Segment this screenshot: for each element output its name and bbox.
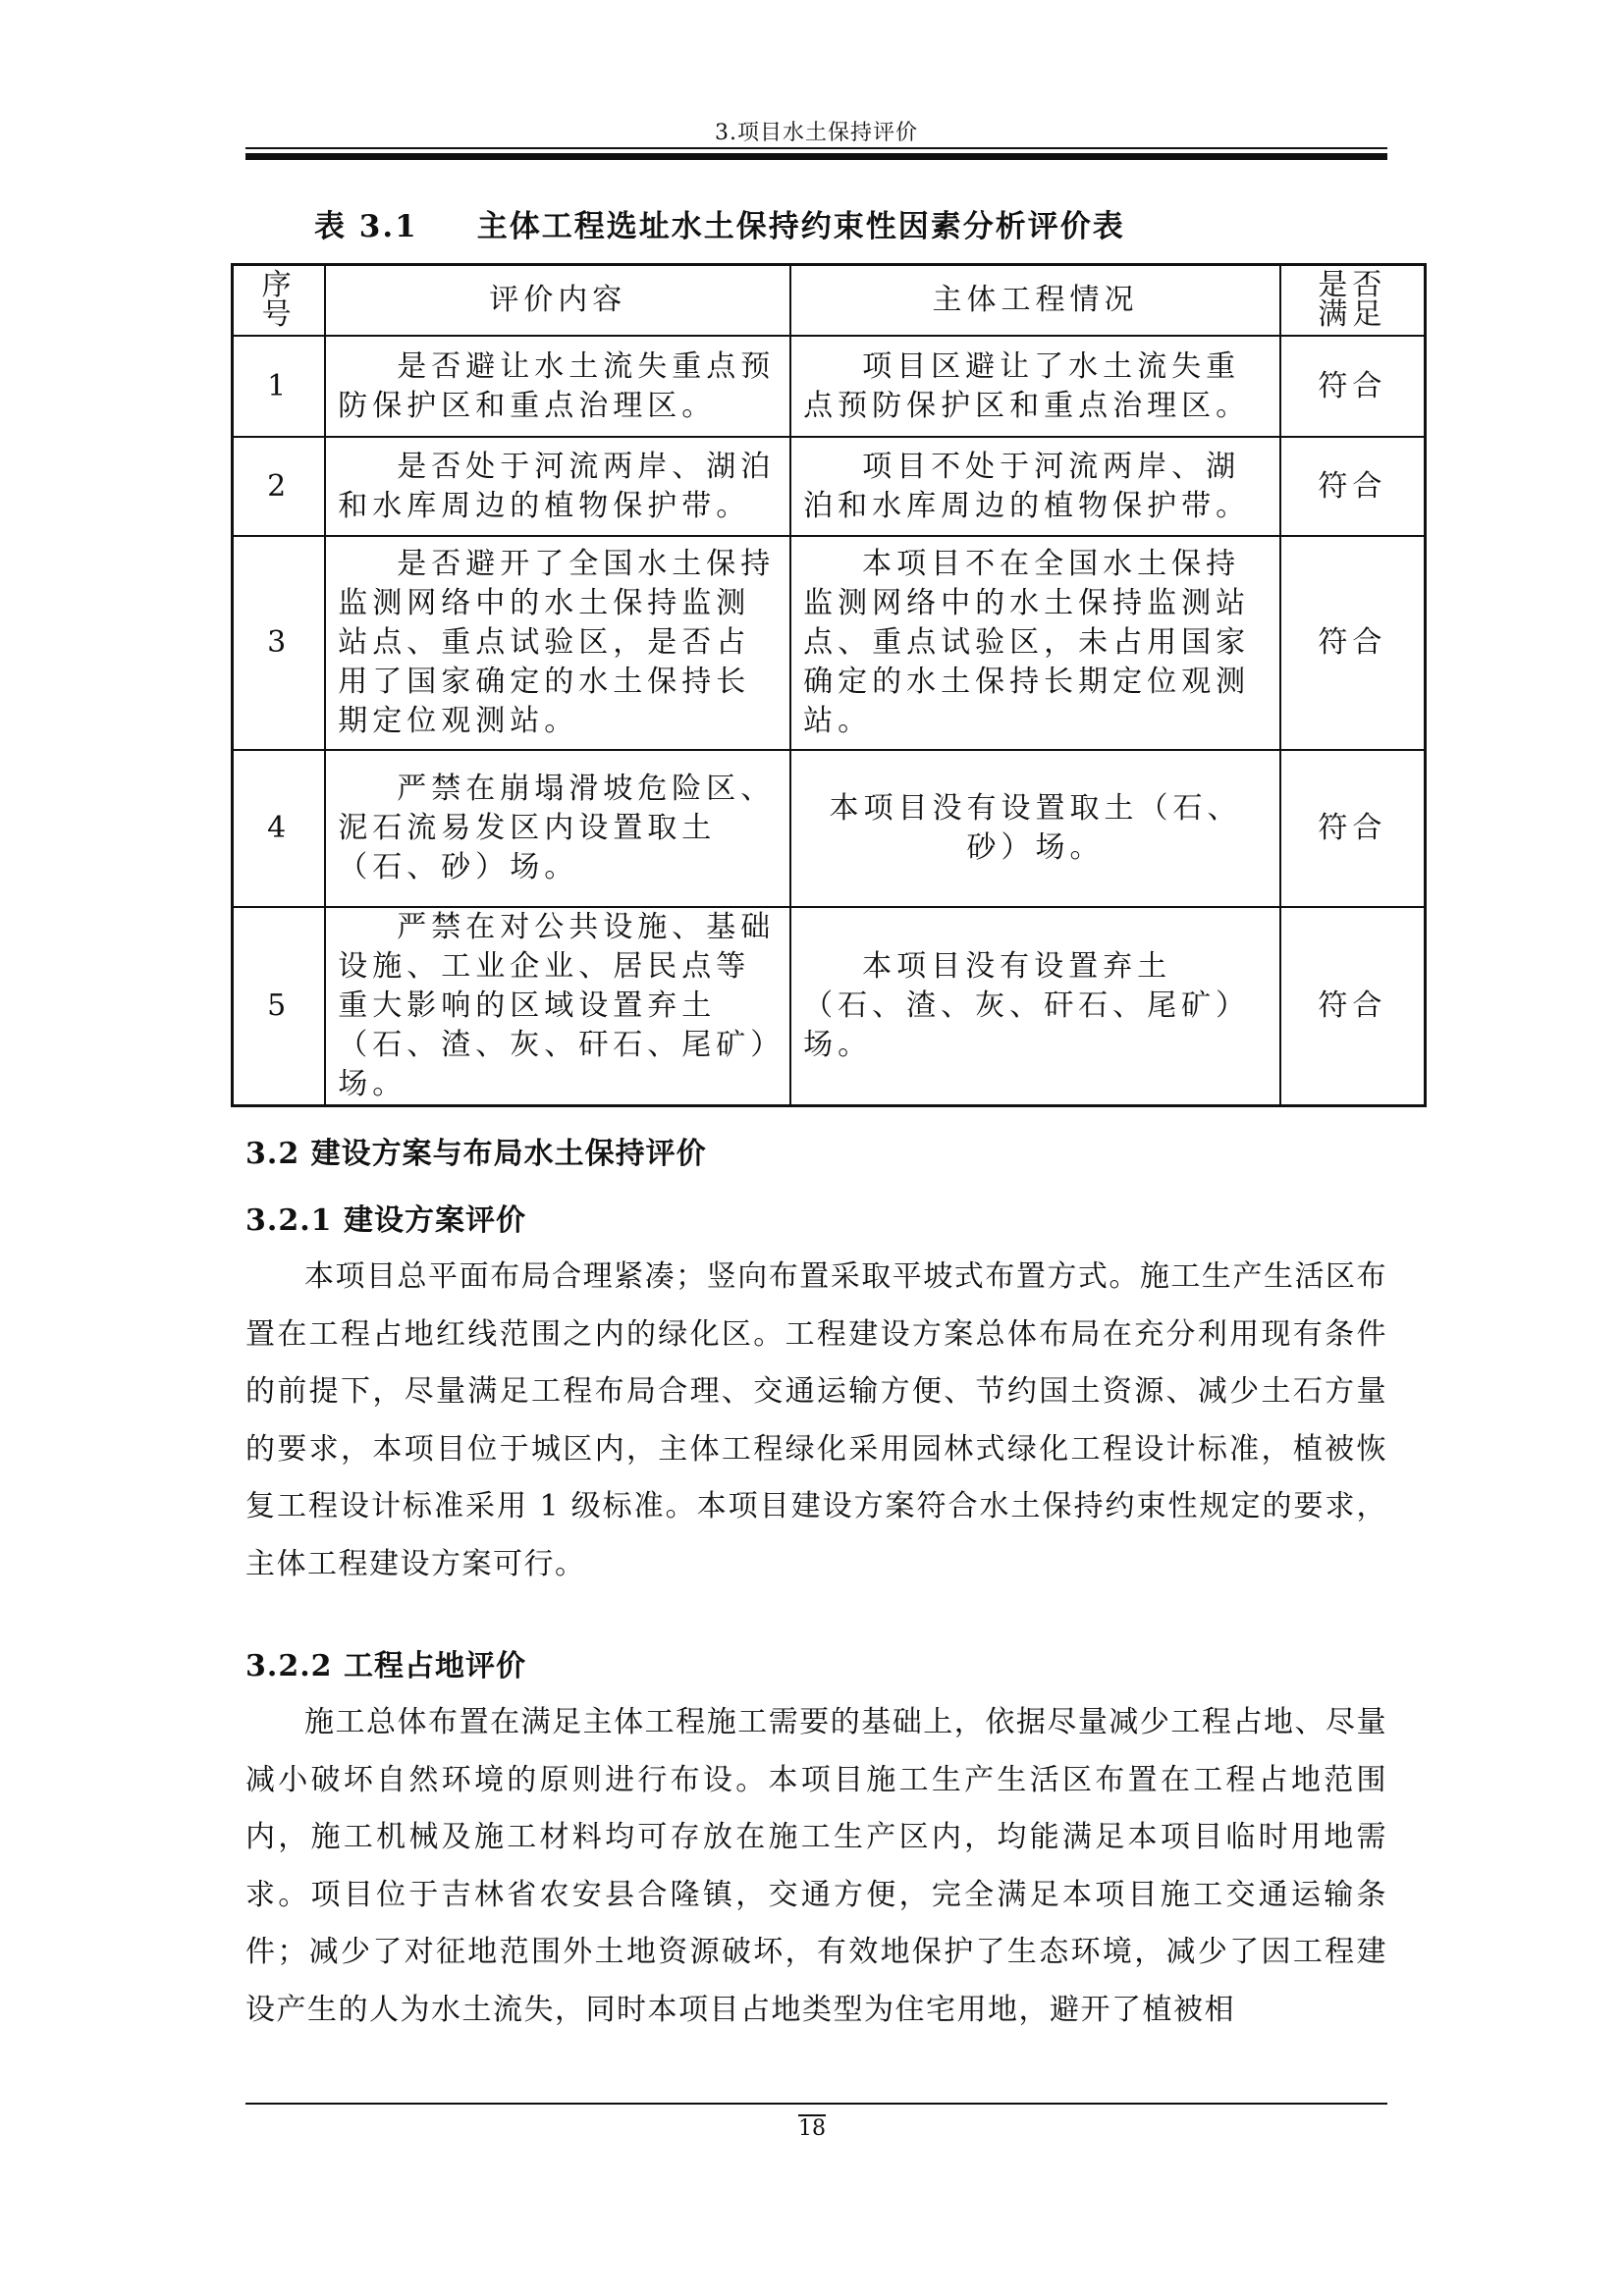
section-heading-3-2-1: 3.2.1 建设方案评价	[245, 1203, 526, 1238]
section-heading-3-2-2: 3.2.2 工程占地评价	[245, 1649, 526, 1683]
section-heading-3-2: 3.2 建设方案与布局水土保持评价	[245, 1137, 707, 1171]
col-header-result: 是否 满足	[1280, 265, 1426, 337]
col-header-situation: 主体工程情况	[790, 265, 1280, 337]
col-header-index: 序 号	[233, 265, 326, 337]
header-rule-thin	[245, 147, 1387, 149]
table-row	[233, 536, 1426, 750]
row-situation: 本项目没有设置取土（石、砂）场。	[790, 750, 1280, 907]
row-criterion: 是否处于河流两岸、湖泊和水库周边的植物保护带。	[325, 437, 790, 536]
row-result: 符合	[1280, 907, 1426, 1106]
table-row	[233, 336, 1426, 437]
row-criterion: 是否避让水土流失重点预防保护区和重点治理区。	[325, 336, 790, 437]
row-situation: 项目区避让了水土流失重点预防保护区和重点治理区。	[790, 336, 1280, 437]
header-rule-thick	[245, 153, 1387, 160]
col-header-criterion: 评价内容	[325, 265, 790, 337]
table-header-row	[233, 265, 1426, 337]
row-index: 3	[233, 536, 326, 750]
table-row	[233, 437, 1426, 536]
running-header: 3.项目水土保持评价	[715, 121, 918, 145]
row-index: 1	[233, 336, 326, 437]
row-index: 5	[233, 907, 326, 1106]
row-result: 符合	[1280, 750, 1426, 907]
row-criterion: 严禁在崩塌滑坡危险区、泥石流易发区内设置取土（石、砂）场。	[325, 750, 790, 907]
row-situation: 项目不处于河流两岸、湖泊和水库周边的植物保护带。	[790, 437, 1280, 536]
row-index: 4	[233, 750, 326, 907]
table-row	[233, 907, 1426, 1106]
row-criterion: 是否避开了全国水土保持监测网络中的水土保持监测站点、重点试验区，是否占用了国家确定的水土保持长期定位观测站。	[325, 536, 790, 750]
page-number: 18	[798, 2116, 826, 2141]
row-result: 符合	[1280, 437, 1426, 536]
row-situation: 本项目没有设置弃土（石、渣、灰、矸石、尾矿）场。	[790, 907, 1280, 1106]
table-row	[233, 750, 1426, 907]
row-result: 符合	[1280, 336, 1426, 437]
row-criterion: 严禁在对公共设施、基础设施、工业企业、居民点等重大影响的区域设置弃土（石、渣、灰、矸石、尾矿）场。	[325, 907, 790, 1106]
paragraph-construction-plan: 本项目总平面布局合理紧凑；竖向布置采取平坡式布置方式。施工生产生活区布置在工程占地红线范围之内的绿化区。工程建设方案总体布局在充分利用现有条件的前提下，尽量满足工程布局合理、交通运输方便、节约国土资源、减少土石方量的要求，本项目位于城区内，主体工程绿化采用园林式绿化工程设计标准，植被恢复工程设计标准采用 1 级标准。本项目建设方案符合水土保持约束性规定的要求，主体工程建设方案可行。	[245, 1259, 1387, 1581]
row-situation: 本项目不在全国水土保持监测网络中的水土保持监测站点、重点试验区，未占用国家确定的水土保持长期定位观测站。	[790, 536, 1280, 750]
table-caption	[314, 201, 1125, 245]
row-result: 符合	[1280, 536, 1426, 750]
table-title: 主体工程选址水土保持约束性因素分析评价表	[476, 209, 1125, 244]
table-number: 表 3.1	[314, 209, 418, 244]
row-index: 2	[233, 437, 326, 536]
footer-rule	[245, 2103, 1387, 2105]
evaluation-table	[231, 263, 1427, 1107]
paragraph-land-occupation: 施工总体布置在满足主体工程施工需要的基础上，依据尽量减少工程占地、尽量减小破坏自然环境的原则进行布设。本项目施工生产生活区布置在工程占地范围内，施工机械及施工材料均可存放在施工生产区内，均能满足本项目临时用地需求。项目位于吉林省农安县合隆镇，交通方便，完全满足本项目施工交通运输条件；减少了对征地范围外土地资源破坏，有效地保护了生态环境，减少了因工程建设产生的人为水土流失，同时本项目占地类型为住宅用地，避开了植被相	[245, 1705, 1387, 2027]
